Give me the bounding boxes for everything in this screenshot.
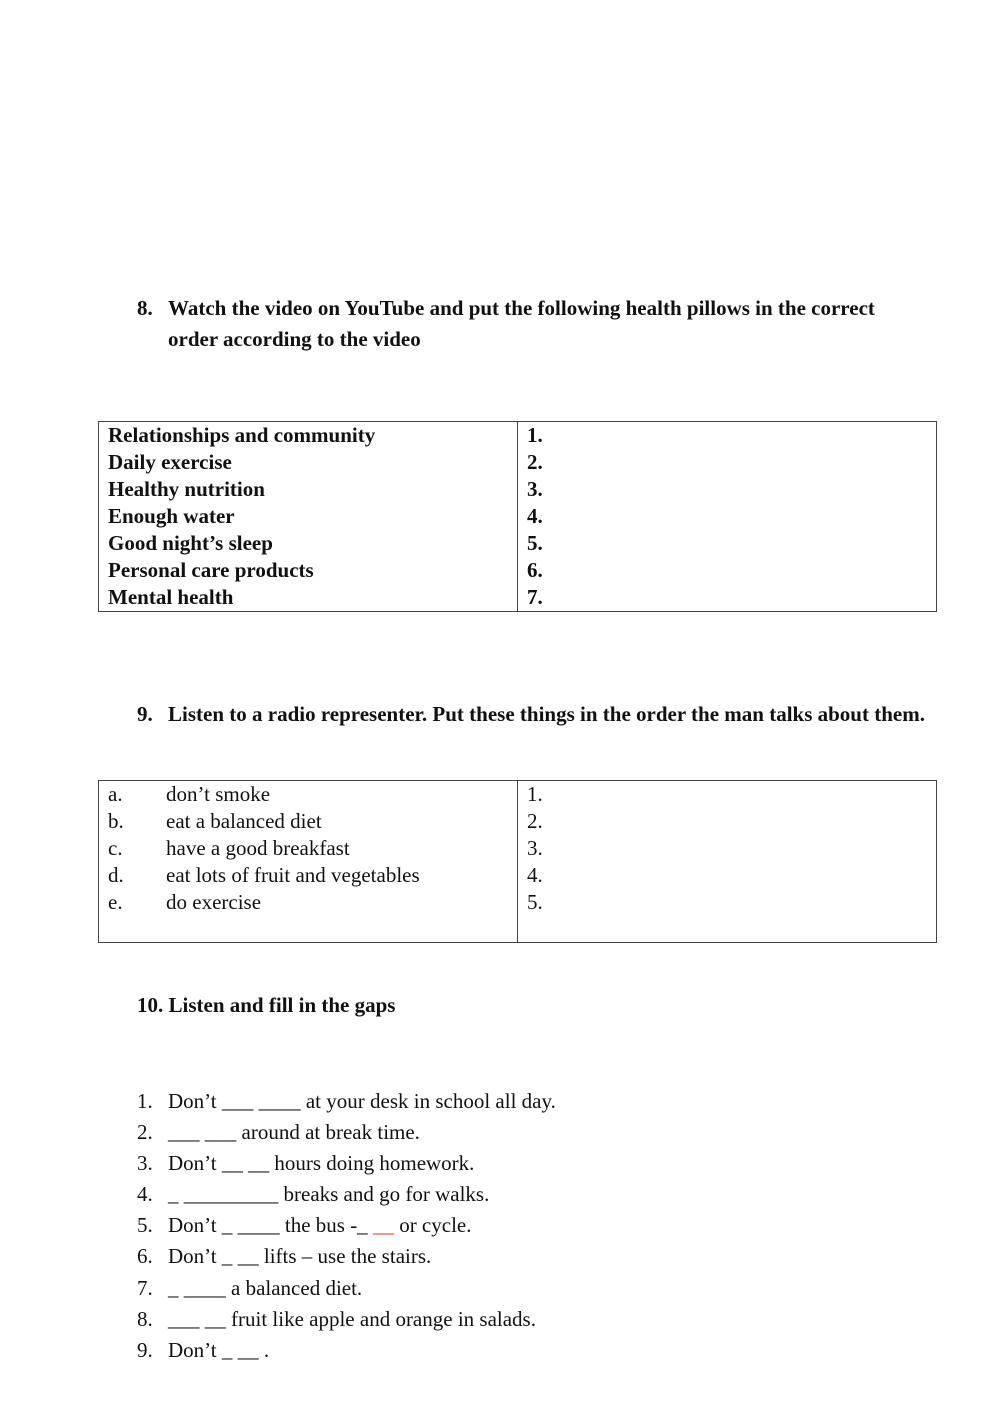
radio-order-table	[98, 780, 937, 943]
answer-slot[interactable]: 1.	[527, 423, 543, 447]
list-item: c. have a good breakfast	[108, 836, 350, 860]
list-item: d. eat lots of fruit and vegetables	[108, 863, 420, 887]
answer-slot[interactable]: 4.	[527, 863, 543, 887]
list-item: a. don’t smoke	[108, 782, 271, 806]
question-10-heading: 10. Listen and fill in the gaps	[137, 993, 396, 1017]
list-item: Relationships and community	[108, 423, 376, 447]
list-item[interactable]: 1. Don’t ___ ____ at your desk in school all day.	[137, 1089, 556, 1113]
list-item[interactable]: 5. Don’t _ ____ the bus -_ __ or cycle.	[137, 1210, 556, 1241]
answer-slot[interactable]: 6.	[527, 558, 543, 582]
pillows-list-cell	[99, 422, 518, 612]
list-item[interactable]: 7. _ ____ a balanced diet.	[137, 1275, 363, 1300]
list-item: Mental health	[108, 585, 234, 609]
list-item[interactable]: 9. Don’t _ __ .	[137, 1337, 270, 1362]
answer-slot[interactable]: 2.	[527, 450, 543, 474]
list-item: Enough water	[108, 504, 235, 528]
question-text: Listen to a radio representer. Put these things in the order the man talks about them.	[168, 702, 925, 726]
list-item: b. eat a balanced diet	[108, 809, 322, 833]
order-answers-cell[interactable]	[518, 422, 937, 612]
list-item[interactable]: 2. ___ ___ around at break time.	[137, 1120, 420, 1145]
question-number: 9.	[137, 702, 153, 726]
highlighted-gap: __	[367, 1213, 394, 1238]
things-list-cell	[99, 781, 518, 943]
answer-slot[interactable]: 7.	[527, 585, 543, 609]
list-item[interactable]: 4. _ _________ breaks and go for walks.	[137, 1182, 490, 1207]
answer-slot[interactable]: 2.	[527, 809, 543, 833]
question-text: Watch the video on YouTube and put the following health pillows in the correct order according to the video	[168, 296, 875, 351]
question-8-heading	[137, 293, 927, 355]
list-item: Good night’s sleep	[108, 531, 273, 555]
answer-slot[interactable]: 3.	[527, 836, 543, 860]
list-item[interactable]: 3. Don’t __ __ hours doing homework.	[137, 1151, 475, 1176]
answer-slot[interactable]: 3.	[527, 477, 543, 501]
health-pillows-table	[98, 421, 937, 612]
list-item: Personal care products	[108, 558, 314, 582]
answer-slot[interactable]: 1.	[527, 782, 543, 806]
answer-slot[interactable]: 4.	[527, 504, 543, 528]
answer-slot[interactable]: 5.	[527, 890, 543, 914]
list-item: Healthy nutrition	[108, 477, 265, 501]
question-9-heading	[137, 699, 927, 730]
list-item[interactable]: 6. Don’t _ __ lifts – use the stairs.	[137, 1244, 432, 1269]
list-item: e. do exercise	[108, 890, 262, 914]
list-item: Daily exercise	[108, 450, 232, 474]
list-item[interactable]: 8. ___ __ fruit like apple and orange in salads.	[137, 1306, 536, 1331]
answer-slot[interactable]: 5.	[527, 531, 543, 555]
gap-fill-list	[137, 1086, 556, 1366]
order-answers-cell[interactable]	[518, 781, 937, 943]
question-number: 8.	[137, 296, 153, 320]
